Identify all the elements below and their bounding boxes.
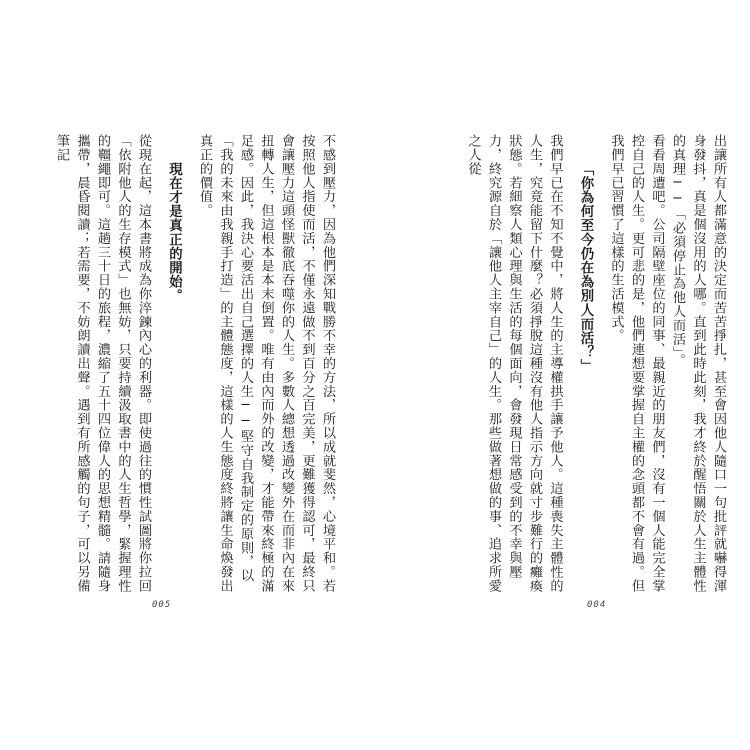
paragraph: 出讓所有人都滿意的決定而苦苦掙扎，甚至會因他人隨口一句批評就嚇得渾身發抖，真是個沒用的人哪。直到此時此刻，我才終於醒悟關於人生主體性的真理──「必須停止為他人而活」。 xyxy=(670,134,726,593)
page-number: 004 xyxy=(587,600,607,610)
paragraph: 看看周遭吧。公司隔壁座位的同事、最親近的朋友們，沒有一個人能完全掌控自己的人生。更可悲的是，他們連想要掌握自主權的念頭都不會有過。但我們早已習慣了這樣的生活模式。 xyxy=(608,134,665,593)
section-heading: 「你為何至今仍在為別人而活？」 xyxy=(578,162,593,374)
right-page-text xyxy=(462,134,728,594)
paragraph: 我們早已在不知不覺中，將人生的主導權拱手讓予他人。這種喪失主體性的人生，究竟能留下什麼？必須掙脫這種沒有他人指示方向就寸步難行的癱瘓狀態。若細察人類心理與生活的每個面向，會發現日常感受到的不幸與壓力，終究源自於「讓他人主宰自己」的人生。那些做著想做的事、追求所愛之人從 xyxy=(465,134,563,593)
paragraph: 不感到壓力，因為他們深知戰勝不幸的方法，所以成就斐然，心境平和。若按照他人指使而活，不僅永遠做不到百分之百完美，更難獲得認可，最終只會讓壓力這頭怪獸徹底吞噬你的人生。多數人總想透過改變外在而非內在來扭轉人生，但這根本是本末倒置。唯有由內而外的改變，才能帶來終極的滿足感。因此，我決心要活出自己選擇的人生──堅守自我制定的原則，以「我的未來由我親手打造」的主體態度，這樣的人生態度終將讓生命煥發出真正的價值。 xyxy=(197,134,335,593)
right-page xyxy=(375,0,750,750)
left-page-text xyxy=(51,134,338,594)
section-heading: 現在才是真正的開始。 xyxy=(166,162,182,303)
paragraph: 從現在起，這本書將成為你淬鍊內心的利器。即使過往的慣性試圖將你拉回「依附他人的生存模式」也無妨，只要持續汲取書中的人生哲學，緊握理性的韁繩即可。這趟三十日的旅程，濃縮了五十四位偉人的思想精髓。請隨身攜帶，晨昏閱讀；若需要，不妨朗讀出聲。遇到有所感觸的句子，可以另備筆記 xyxy=(54,134,151,593)
page-number: 005 xyxy=(152,600,172,610)
